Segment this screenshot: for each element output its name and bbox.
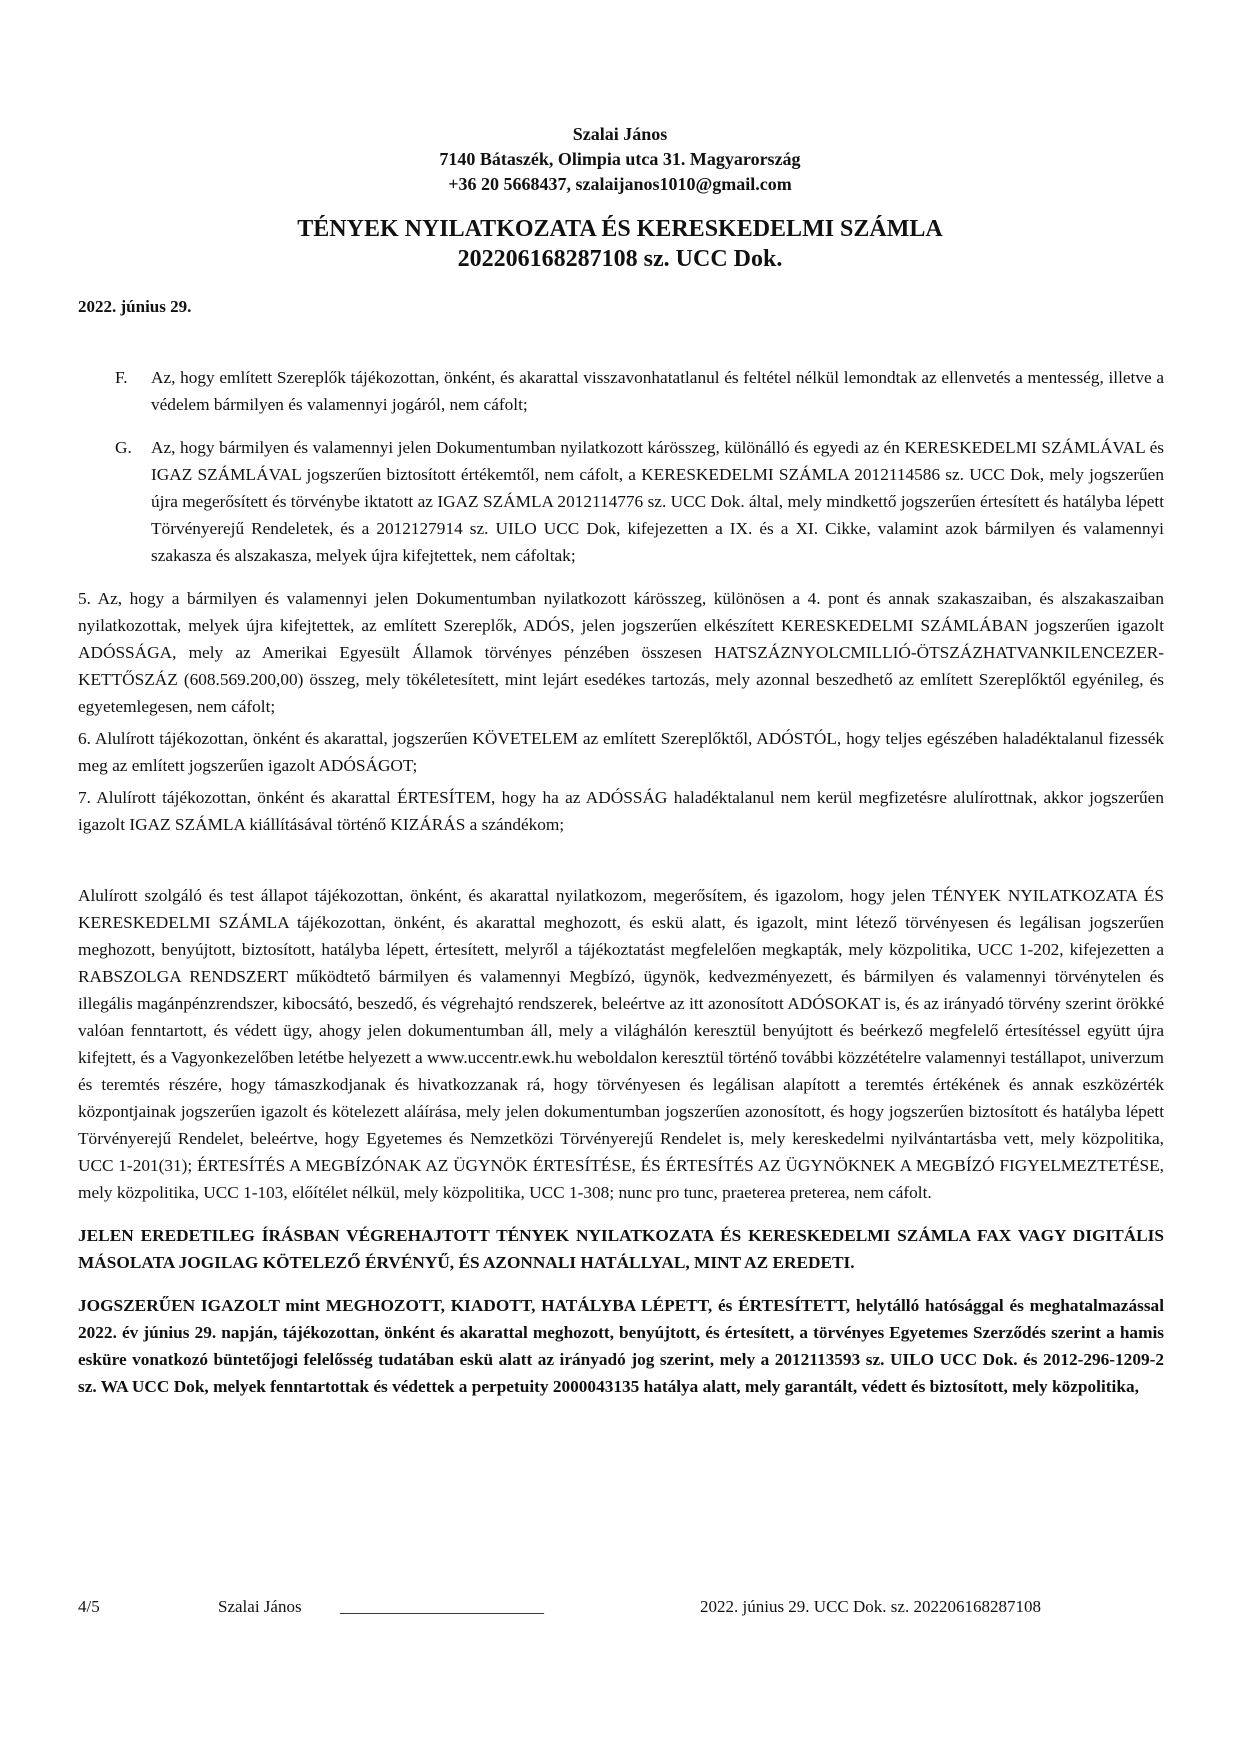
list-item-text: Az, hogy említett Szereplők tájékozottan, önként, és akarattal visszavonhatatlanul és feltétel nélkül lemondtak az ellenvetés a mentesség, illetve a védelem bármilyen és valamennyi jogáról, nem cáfolt; [151,368,1164,414]
list-item-g [78,434,1164,569]
sender-name: Szalai János [572,124,668,144]
signature-line: ________________________ [340,1597,544,1616]
document-body [78,364,1164,1400]
list-item-text: Az, hogy bármilyen és valamennyi jelen Dokumentumban nyilatkozott kárösszeg, különálló és egyedi az én KERESKEDELMI SZÁMLÁVAL és IGAZ SZÁMLÁVAL jogszerűen biztosított értékemtől, nem cáfolt, a KERESKEDELMI SZÁMLA 2012114586 sz. UCC Dok, mely jogszerűen újra megerősített és törvénybe iktatott az IGAZ SZÁMLA 2012114776 sz. UCC Dok. által, mely mindkettő jogszerűen értesített és hatályba lépett Törvényerejű Rendeletek, és a 2012127914 sz. UILO UCC Dok, kifejezetten a IX. és a XI. Cikke, valamint azok bármilyen és valamennyi szakasza és alszakasza, melyek újra kifejtettek, nem cáfoltak; [151,438,1164,565]
document-date: 2022. június 29. [78,297,192,316]
title-line-1: TÉNYEK NYILATKOZATA ÉS KERESKEDELMI SZÁMLA [297,216,943,242]
paragraph-7: 7. Alulírott tájékozottan, önként és akarattal ÉRTESÍTEM, hogy ha az ADÓSSÁG haladéktalanul nem kerül megfizetésre alulírottnak, akkor jogszerűen igazolt IGAZ SZÁMLA kiállításával történő KIZÁRÁS a szándékom; [78,788,1164,834]
declaration-paragraph: Alulírott szolgáló és test állapot tájékozottan, önként, és akarattal nyilatkozom, megerősítem, és igazolom, hogy jelen TÉNYEK NYILATKOZATA ÉS KERESKEDELMI SZÁMLA tájékozottan, önként, és akarattal meghozott, és eskü alatt, és igazolt, mint létező törvényesen és legálisan jogszerűen meghozott, benyújtott, biztosított, hatályba lépett, értesített, melyről a tájékoztatást megfelelően megkapták, mely közpolitika, UCC 1-202, kifejezetten a RABSZOLGA RENDSZERT működtető bármilyen és valamennyi Megbízó, ügynök, kedvezményezett, és bármilyen és valamennyi törvénytelen és illegális magánpénzrendszer, kibocsátó, beszedő, és végrehajtó rendszerek, beleértve az itt azonosított ADÓSOKAT is, és az irányadó törvény szerint örökké valóan fenntartott, és védett ügy, ahogy jelen dokumentumban áll, mely a világhálón keresztül benyújtott és beérkező megfelelő értesítéssel együtt újra kifejtett, és a Vagyonkezelőben letétbe helyezett a www.uccentr.ewk.hu weboldalon keresztül történő további közzétételre valamennyi testállapot, univerzum és teremtés részére, hogy támaszkodjanak és hivatkozzanak rá, hogy törvényesen és legálisan alapított a teremtés értékének és annak eszközérték központjainak jogszerűen igazolt és kötelezett aláírása, mely jelen dokumentumban jogszerűen azonosított, és hogy jogszerűen biztosított és hatályba lépett Törvényerejű Rendelet, beleértve, hogy Egyetemes és Nemzetközi Törvényerejű Rendelet is, mely kereskedelmi nyilvántartásba vett, mely közpolitika, UCC 1-201(31); ÉRTESÍTÉS A MEGBÍZÓNAK AZ ÜGYNÖK ÉRTESÍTÉSE, ÉS ÉRTESÍTÉS AZ ÜGYNÖKNEK A MEGBÍZÓ FIGYELMEZTETÉSE, mely közpolitika, UCC 1-103, előítélet nélkül, mely közpolitika, UCC 1-308; nunc pro tunc, praeterea preterea, nem cáfolt. [78,886,1164,1202]
paragraph-6: 6. Alulírott tájékozottan, önként és akarattal, jogszerűen KÖVETELEM az említett Szereplőktől, ADÓSTÓL, hogy teljes egészében haladéktalanul fizessék meg az említett jogszerűen igazolt ADÓSÁGOT; [78,729,1164,775]
footer-reference: 2022. június 29. UCC Dok. sz. 202206168287108 [700,1597,1041,1616]
title-line-2: 202206168287108 sz. UCC Dok. [457,246,783,272]
footer-name: Szalai János [218,1597,302,1616]
certification-paragraph: JOGSZERŰEN IGAZOLT mint MEGHOZOTT, KIADOTT, HATÁLYBA LÉPETT, és ÉRTESÍTETT, helytálló hatósággal és meghatalmazással 2022. év június 29. napján, tájékozottan, önként és akarattal meghozott, benyújtott, és értesített, a törvényes Egyetemes Szerződés szerint a hamis esküre vonatkozó büntetőjogi felelősség tudatában eskü alatt az irányadó jog szerint, mely a 2012113593 sz. UILO UCC Dok. és 2012-296-1209-2 sz. WA UCC Dok, melyek fenntartottak és védettek a perpetuity 2000043135 hatálya alatt, mely garantált, védett és biztosított, mely közpolitika, [78,1296,1164,1396]
page-number: 4/5 [78,1597,100,1616]
list-item-f [78,364,1164,418]
paragraph-5: 5. Az, hogy a bármilyen és valamennyi jelen Dokumentumban nyilatkozott kárösszeg, különösen a 4. pont és annak szakaszaiban, és alszakaszaiban nyilatkozottak, melyek újra kifejtettek, az említett Szereplők, ADÓS, jelen jogszerűen elkészített KERESKEDELMI SZÁMLÁBAN jogszerűen igazolt ADÓSSÁGA, mely az Amerikai Egyesült Államok törvényes pénzében összesen HATSZÁZNYOLCMILLIÓ-ÖTSZÁZHATVANKILENCEZER-KETTŐSZÁZ (608.569.200,00) összeg, mely tökéletesített, mint lejárt esedékes tartozás, mely azonnal beszedhető az említett Szereplőktől egyénileg, és egyetemlegesen, nem cáfolt; [78,589,1164,716]
list-item-label: G. [115,438,132,457]
sender-contact: +36 20 5668437, szalaijanos1010@gmail.com [448,174,792,194]
document-title [0,214,1240,274]
sender-address: 7140 Bátaszék, Olimpia utca 31. Magyarország [439,149,801,169]
binding-copy-notice: JELEN EREDETILEG ÍRÁSBAN VÉGREHAJTOTT TÉNYEK NYILATKOZATA ÉS KERESKEDELMI SZÁMLA FAX VAGY DIGITÁLIS MÁSOLATA JOGILAG KÖTELEZŐ ÉRVÉNYŰ, ÉS AZONNALI HATÁLLYAL, MINT AZ EREDETI. [78,1226,1164,1272]
letterhead [0,122,1240,197]
list-item-label: F. [115,368,128,387]
